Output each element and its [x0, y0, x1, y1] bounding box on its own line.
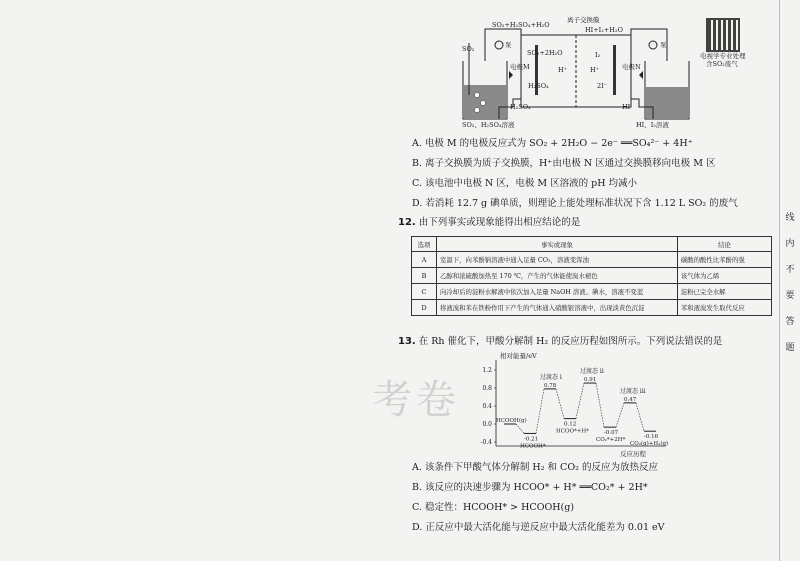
table-row	[412, 268, 772, 284]
y-tick-label: 0.4	[482, 403, 492, 410]
label-membrane: 离子交换膜	[567, 16, 600, 24]
q11-option-c: C. 该电池中电极 N 区，电极 M 区溶液的 pH 均减小	[412, 178, 637, 189]
table-cell: D	[412, 300, 437, 316]
table-header-cell: 结论	[677, 237, 771, 252]
table-cell: A	[412, 252, 437, 268]
connector-line	[576, 383, 584, 419]
q11-option-d: D. 若消耗 12.7 g 碘单质，则理论上能处理标准状况下含 1.12 L SO₂ 的废气	[412, 198, 738, 209]
q12-table	[411, 236, 772, 316]
label-left-beaker: SO₂、H₂SO₄溶液	[462, 121, 515, 129]
x-axis-label: 反应历程	[620, 450, 646, 458]
table-header-row	[412, 237, 772, 252]
data-label: -0.07	[604, 430, 619, 437]
species-label: CO₂(g)+H₂(g)	[630, 441, 669, 448]
table-cell: 碳酸的酸性比苯酚的强	[677, 252, 771, 268]
side-text-0: 线	[785, 213, 795, 223]
species-label: CO₂*+2H*	[596, 437, 626, 444]
side-text-5: 题	[785, 343, 795, 353]
side-text-2: 不	[785, 265, 795, 275]
table-cell: C	[412, 284, 437, 300]
label-so2: SO₂	[462, 45, 475, 53]
table-row	[412, 284, 772, 300]
q13-option-b: B. 该反应的决速步骤为 HCOO* + H* ══CO₂* + 2H*	[412, 482, 648, 493]
label-top-right: HI+I₂+H₂O	[585, 26, 623, 34]
q12-stem: 由下列事实或现象能得出相应结论的是	[418, 217, 581, 228]
right-border	[779, 0, 780, 561]
table-row	[412, 252, 772, 268]
y-tick-label: 1.2	[482, 367, 492, 374]
connector-line	[596, 383, 604, 427]
energy-profile-chart	[470, 350, 670, 460]
q12-number: 12.	[398, 217, 416, 228]
label-h-left: H⁺	[558, 66, 568, 74]
table-cell: 乙醇和浓硫酸加热至 170 ℃，产生的气体能使溴水褪色	[437, 268, 678, 284]
q13-stem: 在 Rh 催化下，甲酸分解制 H₂ 的反应历程如图所示。下列说法错误的是	[418, 336, 723, 347]
y-tick-label: 0.8	[482, 385, 492, 392]
data-label: 0.12	[564, 421, 577, 428]
ts-label: 过渡态 ii	[580, 368, 604, 376]
species-label: HCOOH(g)	[496, 418, 527, 424]
y-axis-label: 相对能量/eV	[500, 352, 537, 360]
q13-stem-row	[398, 336, 722, 348]
label-h2so4-out: H₂SO₄	[510, 103, 531, 111]
table-cell: 苯和液溴发生取代反应	[677, 300, 771, 316]
q13-option-d: D. 正反应中最大活化能与逆反应中最大活化能差为 0.01 eV	[412, 522, 665, 533]
table-row	[412, 300, 772, 316]
y-tick-label: 0.0	[482, 421, 492, 428]
q12-stem-row	[398, 217, 580, 229]
electrolysis-diagram	[455, 15, 705, 135]
label-i2: I₂	[595, 51, 601, 59]
label-left-eq: SO₂+2H₂O	[527, 49, 563, 57]
table-header-cell: 选项	[412, 237, 437, 252]
species-label: HCOOH*	[520, 443, 546, 450]
qr-code	[706, 18, 740, 52]
label-top-left: SO₂+H₂SO₄+H₂O	[492, 21, 550, 29]
connector-line	[636, 403, 644, 431]
table-header-cell: 事实或现象	[437, 237, 678, 252]
side-text-1: 内	[785, 239, 795, 249]
table-cell: 该气体为乙烯	[677, 268, 771, 284]
label-electrode-n: 电极N	[622, 63, 641, 71]
data-label: 0.91	[584, 377, 597, 384]
data-label: 0.78	[544, 382, 557, 389]
label-hi-out: HI	[622, 103, 631, 111]
ts-label: 过渡态 i	[540, 373, 562, 381]
watermark: 考卷	[372, 377, 460, 423]
table-cell: 将液溴和苯在铁粉作用下产生的气体通入硝酸银溶液中，出现淡黄色沉淀	[437, 300, 678, 316]
label-right-beaker: HI、I₂溶液	[636, 121, 669, 129]
data-label: 0.47	[624, 396, 637, 403]
connector-line	[516, 424, 524, 433]
q13-option-c: C. 稳定性：HCOOH* > HCOOH(g)	[412, 502, 575, 513]
species-label: HCOO*+H*	[556, 428, 589, 435]
label-h-right: H⁺	[590, 66, 600, 74]
data-label: -0.21	[524, 436, 539, 443]
q11-option-b: B. 离子交换膜为质子交换膜，H⁺由电极 N 区通过交换膜移向电极 M 区	[412, 158, 716, 169]
label-h2so4: H₂SO₄	[528, 82, 549, 90]
qr-caption-2: 含SO₂废气	[706, 60, 738, 68]
qr-caption: 电视学专业处理	[700, 52, 746, 60]
table-cell: B	[412, 268, 437, 284]
side-text-4: 答	[785, 317, 795, 327]
connector-line	[616, 403, 624, 427]
table-cell: 向冷却后的淀粉水解液中依次加入足量 NaOH 溶液、碘水，溶液不变蓝	[437, 284, 678, 300]
ts-label: 过渡态 iii	[620, 387, 646, 395]
y-tick-label: -0.4	[480, 439, 492, 446]
table-cell: 室温下，向苯酚钠溶液中通入足量 CO₂，溶液变浑浊	[437, 252, 678, 268]
q11-option-a: A. 电极 M 的电极反应式为 SO₂ + 2H₂O − 2e⁻ ══SO₄²⁻ + 4H⁺	[412, 138, 693, 149]
q13-number: 13.	[398, 336, 416, 347]
label-2i: 2I⁻	[597, 82, 608, 90]
side-text-3: 要	[785, 291, 795, 301]
table-cell: 淀粉已完全水解	[677, 284, 771, 300]
q13-option-a: A. 该条件下甲酸气体分解制 H₂ 和 CO₂ 的反应为放热反应	[412, 462, 658, 473]
data-label: -0.16	[644, 434, 659, 441]
label-pump-left: 泵	[505, 41, 512, 49]
connector-line	[536, 389, 544, 434]
label-pump-right: 泵	[660, 41, 667, 49]
label-electrode-m: 电极M	[510, 63, 530, 71]
connector-line	[556, 389, 564, 419]
